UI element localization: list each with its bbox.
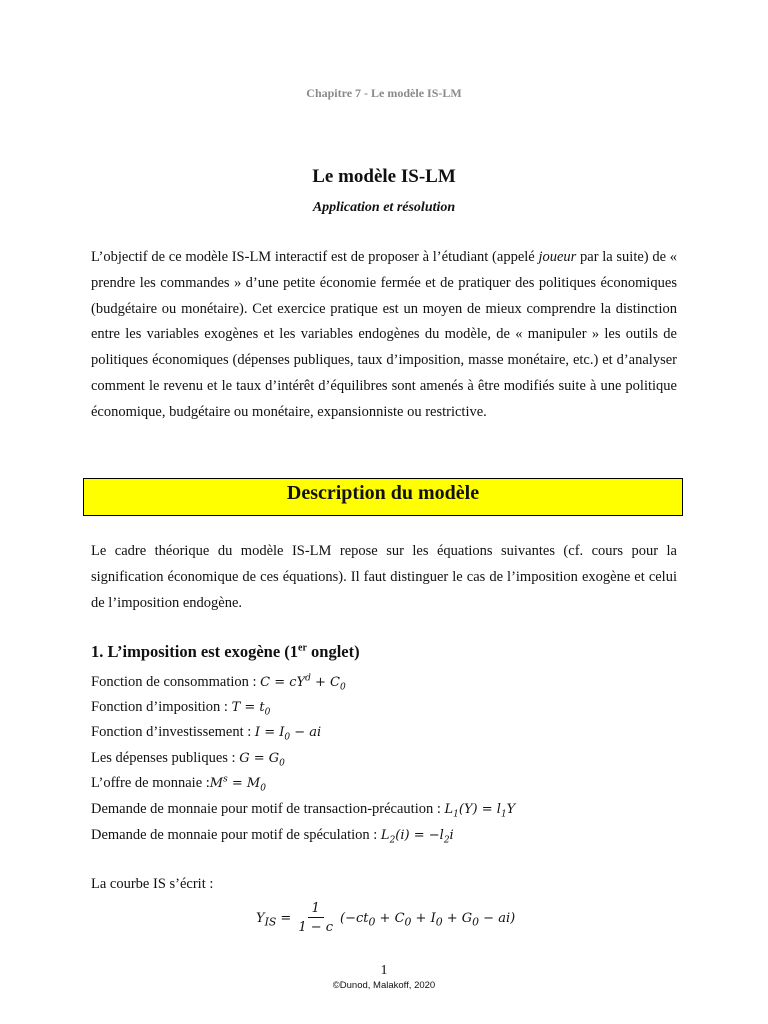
equation-taxation	[91, 699, 270, 716]
copyright-footer: ©Dunod, Malakoff, 2020	[332, 980, 436, 991]
equation-investment	[91, 724, 321, 741]
equation-formula: $I = I_0$ − ai	[254, 725, 322, 743]
equation-formula: $G = G_0$	[239, 751, 285, 769]
section-heading-tail: onglet)	[306, 642, 360, 661]
equation-money-supply	[91, 775, 266, 792]
section-banner: Description du modèle	[83, 478, 683, 516]
running-header: Chapitre 7 - Le modèle IS-LM	[306, 86, 462, 100]
equation-spending	[91, 750, 285, 767]
is-curve-fraction: $\frac{1}{1 - c}$	[298, 901, 334, 935]
equation-formula: $L_1(Y) = l_1Y$	[444, 802, 516, 820]
equation-consumption	[91, 674, 346, 691]
equation-label: Fonction d’investissement :	[91, 724, 255, 740]
equation-label: Demande de monnaie pour motif de spéculation :	[91, 827, 381, 843]
equation-formula: $T = t_0$	[231, 700, 271, 718]
is-curve-formula: $Y_{IS}$ = $\frac{1}{1 - c}$ $(-ct_0 + C_0 + I_0 + G_0 - ai)$	[256, 901, 516, 935]
section-heading-text: 1. L’imposition est exogène (1	[91, 642, 299, 661]
equation-formula: $C = cY^d + C_0$	[260, 673, 346, 693]
equation-label: Fonction d’imposition :	[91, 699, 232, 715]
section-heading-sup: er	[298, 642, 307, 654]
section-heading	[91, 642, 360, 662]
page-number: 1	[380, 963, 388, 978]
intro-text-start: L’objectif de ce modèle IS-LM interactif est de proposer à l’étudiant (appelé	[91, 249, 539, 265]
intro-paragraph	[91, 245, 677, 426]
equation-label: Les dépenses publiques :	[91, 750, 240, 766]
is-curve-intro: La courbe IS s’écrit :	[91, 876, 214, 892]
equation-formula: $L_2(i) = -l_2i$	[380, 828, 454, 846]
equation-label: L’offre de monnaie :	[91, 775, 210, 791]
intro-text-end: par la suite) de « prendre les commandes » d’une petite économie fermée et de pratiquer des politiques économiques (budgétaire ou monétaire). Cet exercice pratique est un moyen de mieux comprendre la distinction entre les variables exogènes et les variables endogènes du modèle, de « manipuler » les outils de politiques économiques (dépenses publiques, taux d’imposition, masse monétaire, etc.) et d’analyser comment le revenu et le taux d’intérêt d’équilibres sont amenés à être modifiés suite à une politique économique, budgétaire ou monétaire, expansionniste ou restrictive.	[91, 249, 677, 420]
equation-label: Demande de monnaie pour motif de transaction-précaution :	[91, 801, 445, 817]
equation-formula: $M^s = M_0$	[209, 774, 266, 794]
description-paragraph: Le cadre théorique du modèle IS-LM repose sur les équations suivantes (cf. cours pour la signification économique de ces équations). Il faut distinguer le cas de l’imposition exogène et celui de l’imposition endogène.	[91, 543, 677, 611]
equation-label: Fonction de consommation :	[91, 674, 261, 690]
equation-speculation-demand	[91, 827, 454, 844]
page-subtitle: Application et résolution	[312, 200, 456, 215]
page-title: Le modèle IS-LM	[312, 166, 456, 187]
equation-transaction-demand	[91, 801, 515, 818]
intro-italic-word: joueur	[538, 249, 577, 265]
